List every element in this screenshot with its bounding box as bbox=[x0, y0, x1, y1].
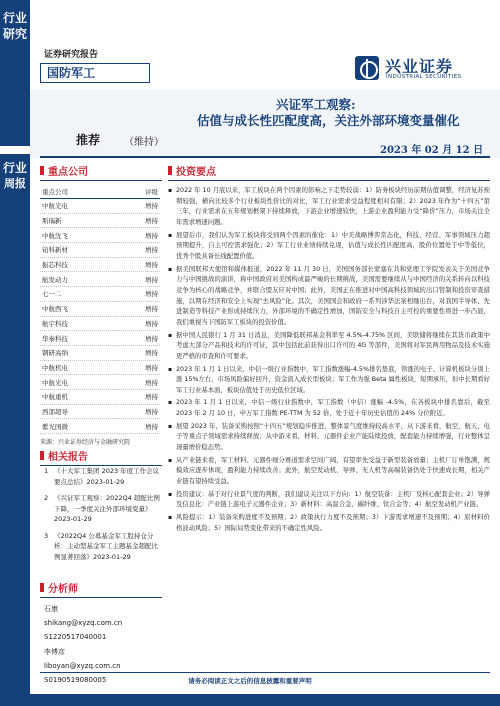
analyst-line: shikang@xyzq.com.cn bbox=[44, 619, 123, 628]
company-name: 航宇科技 bbox=[40, 316, 117, 331]
side-band-bottom-label bbox=[0, 160, 30, 192]
table-row bbox=[40, 375, 160, 390]
analyst-line: 李博彦 bbox=[44, 647, 65, 656]
side-band-top-label-2: 研究 bbox=[2, 27, 27, 41]
investment-point bbox=[168, 231, 490, 263]
table-row bbox=[40, 199, 160, 214]
related-report-item[interactable] bbox=[44, 493, 162, 525]
section-marker-icon bbox=[40, 166, 44, 175]
investment-point bbox=[168, 456, 490, 488]
rating-note: （维持） bbox=[124, 137, 164, 148]
company-name: 中航西飞 bbox=[40, 301, 117, 316]
table-row bbox=[40, 316, 160, 331]
investment-point-text: 2023 年 1 月 1 日以来，中信一级行业指数中，军工指数（中信）涨幅 -4.5%，在各板块中排名靠后，截至 2023 年 2 月 10 日，申万军工指数 PE-TTM 为 52 倍，处于近十年历史估值的 24% 分位附近。 bbox=[176, 399, 490, 418]
bullet-icon: ▪ bbox=[168, 265, 173, 273]
investment-point bbox=[168, 398, 490, 419]
related-report-item[interactable] bbox=[44, 531, 162, 563]
bullet-icon: ▪ bbox=[168, 331, 173, 339]
table-row bbox=[40, 331, 160, 346]
section-divider bbox=[168, 180, 490, 181]
side-band-top-label bbox=[0, 10, 30, 42]
section-divider bbox=[40, 180, 162, 181]
company-rating: 增持 bbox=[117, 404, 160, 419]
company-rating: 增持 bbox=[117, 199, 160, 214]
company-name: 铂科新材 bbox=[40, 243, 117, 258]
investment-point-text: 2023 年 1 月 1 日以来，中信一级行业指数中，军工指数涨幅-4.5%排名垫底，领涨的电子、计算机板块分别上涨 15%左右，市场风险偏好回升，资金流入成长型板块；军工作为强 Beta 属性板块，短期承压，但中长期看好军工行业基本面，板块估值处于历史低位区域。 bbox=[176, 365, 490, 394]
company-name: 航发动力 bbox=[40, 272, 117, 287]
bullet-icon: ▪ bbox=[168, 514, 173, 522]
company-rating: 增持 bbox=[117, 375, 160, 390]
company-rating: 增持 bbox=[117, 257, 160, 272]
investment-point bbox=[168, 365, 490, 397]
investment-point bbox=[168, 490, 490, 511]
section-divider bbox=[40, 597, 162, 598]
related-reports-heading-text: 相关报告 bbox=[48, 451, 88, 463]
table-row bbox=[40, 213, 160, 228]
table-row bbox=[40, 404, 160, 419]
investment-points-heading bbox=[168, 163, 490, 177]
logo-name: 兴业证券 bbox=[385, 57, 454, 76]
company-name: 七一二 bbox=[40, 287, 117, 302]
analysts-heading-text: 分析师 bbox=[48, 583, 78, 595]
section-marker-icon bbox=[40, 451, 44, 460]
investment-point-text: 投资建议：基于对行业景气度的判断，我们建议关注以下方向：1）航空装备：主机厂及核心配套企业；2）导弹及信息化：产业链上游电子元器件企业；3）新材料：高温合金、碳纤维、钛合金等；4）航空发动机产业链。 bbox=[176, 490, 490, 509]
section-marker-icon bbox=[168, 166, 172, 175]
company-name: 中航重机 bbox=[40, 389, 117, 404]
key-companies-rows bbox=[40, 199, 160, 434]
table-header-row bbox=[40, 185, 160, 199]
report-date: 2023 年 02 月 12 日 bbox=[380, 145, 484, 156]
investment-points-heading-text: 投资要点 bbox=[176, 166, 216, 178]
company-name: 中航机电 bbox=[40, 360, 117, 375]
industry-label: 国防军工 bbox=[40, 63, 150, 83]
bullet-icon: ▪ bbox=[168, 456, 173, 464]
company-rating: 增持 bbox=[117, 389, 160, 404]
side-band-bottom-label-1: 行业 bbox=[2, 161, 27, 175]
bullet-icon: ▪ bbox=[168, 399, 173, 407]
key-companies-heading-text: 重点公司 bbox=[48, 166, 88, 178]
company-rating: 增持 bbox=[117, 243, 160, 258]
table-row bbox=[40, 345, 160, 360]
investment-point bbox=[168, 331, 490, 363]
company-rating: 增持 bbox=[117, 287, 160, 302]
table-row bbox=[40, 257, 160, 272]
analysts-list bbox=[40, 602, 162, 687]
investment-point bbox=[168, 186, 490, 229]
table-row bbox=[40, 243, 160, 258]
investment-point-text: 2022 年 10 月底以来，军工板块在两个因素的影响之下走势较弱：1）防务板块经历前期估值调整，经济复苏预期较强，横向比较多个行业板块性价比的对比，军工行业需求受益程度相对有限；2）2023 年作为“十四五”第三年，行业需求在五年规划框架下持续释放，下游企业增速较快，上游企业盈利能力受“降价”压力，市场关注全年需求增速问题。 bbox=[176, 187, 490, 226]
company-name: 振芯科技 bbox=[40, 257, 117, 272]
investment-points-section bbox=[168, 163, 490, 536]
key-companies-section bbox=[40, 163, 162, 446]
rating: 推荐 bbox=[76, 133, 101, 147]
side-band-notch bbox=[0, 146, 30, 154]
analyst-line: S0190519080005 bbox=[44, 676, 107, 685]
key-companies-table bbox=[40, 185, 160, 434]
company-rating: 增持 bbox=[117, 316, 160, 331]
footer-bar bbox=[0, 694, 500, 706]
related-report-number: 2 bbox=[44, 494, 49, 502]
company-name: 西部超导 bbox=[40, 404, 117, 419]
company-name: 紫光国微 bbox=[40, 419, 117, 434]
analyst-line: S1220517040001 bbox=[44, 633, 107, 642]
table-row bbox=[40, 419, 160, 434]
bullet-icon: ▪ bbox=[168, 490, 173, 498]
related-reports-list bbox=[44, 466, 162, 568]
table-row bbox=[40, 272, 160, 287]
side-band-top-label-1: 行业 bbox=[2, 11, 27, 25]
bullet-icon: ▪ bbox=[168, 422, 173, 430]
analyst-line: liboyan@xyzq.com.cn bbox=[44, 661, 121, 670]
report-type: 证券研究报告 bbox=[44, 50, 99, 60]
footer-divider bbox=[40, 672, 490, 673]
investment-points-list bbox=[168, 186, 490, 534]
company-name: 钢研高纳 bbox=[40, 345, 117, 360]
company-rating: 增持 bbox=[117, 213, 160, 228]
company-rating: 增持 bbox=[117, 360, 160, 375]
company-rating: 增持 bbox=[117, 331, 160, 346]
investment-point bbox=[168, 422, 490, 454]
column-header-rating: 评级 bbox=[117, 185, 160, 199]
column-header-company: 重点公司 bbox=[40, 185, 117, 199]
company-name: 中航光电 bbox=[40, 199, 117, 214]
bullet-icon: ▪ bbox=[168, 365, 173, 373]
company-name: 中航沈飞 bbox=[40, 228, 117, 243]
company-rating: 增持 bbox=[117, 272, 160, 287]
company-rating: 增持 bbox=[117, 228, 160, 243]
investment-point bbox=[168, 265, 490, 329]
analyst-line: 石康 bbox=[44, 605, 58, 613]
related-report-number: 1 bbox=[44, 467, 49, 475]
section-marker-icon bbox=[40, 583, 44, 592]
company-rating: 增持 bbox=[117, 345, 160, 360]
analysts-heading bbox=[40, 580, 162, 594]
investment-point-text: 展望 2023 年，装备采购按照“十四五”规划稳步推进，整体景气度维持较高水平，从下游来看，航空、航天、电子等重点子领域需求持续释放；从中游来看，材料、元器件企业产能陆续投放，配套能力持续增强，行业整体呈现量增价稳态势。 bbox=[176, 422, 490, 452]
company-rating: 增持 bbox=[117, 419, 160, 434]
table-row bbox=[40, 301, 160, 316]
table-row bbox=[40, 228, 160, 243]
bullet-icon: ▪ bbox=[168, 187, 173, 194]
bullet-icon: ▪ bbox=[168, 231, 173, 239]
investment-point-text: 据美国联邦大使馆和媒体报道，2022 年 11 月 30 日，美国国务部长蒙塞在共和党理工学院发表关于美国竞争力与中国挑战的演讲，称中国政府对美国构成最严峻的长期挑战，美国需要继续从与中国经济的关系转向以科技竞争为核心的战略竞争，并联合盟友应对中国；此外，美国正在推进对中国高科技领域的出口管制和投资审查措施，以期在经济和安全上实现“去风险”化。其次，美国国会和政府一系列涉华法案相继出台，对我国半导体、先进制造等科技产业形成持续压力，外部环境的不确定性增加，国防安全与科技自主可控的重要性将进一步凸显，我们重视当下国防军工板块的投资价值。 bbox=[176, 265, 490, 326]
title-divider bbox=[40, 156, 490, 158]
report-title-line-2: 估值与成长性匹配度高，关注外部环境变量催化 bbox=[197, 113, 460, 128]
table-source-note: 来源：兴业证券经济与金融研究院 bbox=[40, 439, 131, 446]
company-rating: 增持 bbox=[117, 301, 160, 316]
company-name: 中航光电 bbox=[40, 375, 117, 390]
logo-icon bbox=[355, 56, 379, 80]
company-name: 华秦科技 bbox=[40, 331, 117, 346]
side-band bbox=[0, 0, 30, 706]
investment-point-text: 从产业链来看，军工材料、元器件细分赛道需求空间广阔，有望率先受益于新型装备放量；主机厂订单饱满，规模效应逐步体现，盈利能力持续改善；此外，航空发动机、导弹、无人机等高端装备仍处于快速成长期，相关产业链有望持续受益。 bbox=[176, 456, 490, 486]
investment-point-text: 展望后市，我们认为军工板块将受到两个因素的催化：1）中美战略博弈常态化，科技、经营、军事领域压力超预期提升，自主可控需求强化；2）军工行业业绩持续兑现，估值与成长性匹配度高，股价位置处于中等低位，优秀个股具备长线配置价值。 bbox=[176, 231, 490, 260]
key-companies-heading bbox=[40, 163, 162, 177]
company-name: 斯瑞新 bbox=[40, 213, 117, 228]
related-report-item[interactable] bbox=[44, 466, 162, 487]
related-report-number: 3 bbox=[44, 531, 49, 540]
report-title-line-1: 兴证军工观察: bbox=[276, 97, 356, 112]
table-row bbox=[40, 287, 160, 302]
related-report-title: 《兴证军工观察：2022Q4 超配比例下降，一季度关注外部环境变量》2023-01-29 bbox=[54, 494, 160, 523]
investment-point-text: 据中国人民银行 1 月 31 日消息，美国降低联邦基金利率至 4.5%-4.75% 区间，美联储将继续在其货币政策中考虑大部分产品和技术的许可证，其中包括此前获得出口许可的 4G 等部件，美国将对军民两用物品及技术实施更严格的审查和许可要求。 bbox=[176, 331, 490, 360]
related-reports-heading bbox=[40, 448, 162, 462]
related-report-title: 《2022Q4 公募基金军工股持仓分析：主动型基金军工主题基金超配比例显著回落》2023-01-29 bbox=[54, 531, 158, 561]
company-logo bbox=[355, 54, 485, 84]
logo-english-name: INDUSTRIAL SECURITIES bbox=[386, 74, 462, 80]
related-report-title: 《十大军工集团 2023 年度工作会议要点总结》2023-01-29 bbox=[54, 467, 160, 486]
table-row bbox=[40, 389, 160, 404]
table-row bbox=[40, 360, 160, 375]
footer-disclaimer: 请务必阅读正文之后的信息披露和重要声明 bbox=[188, 677, 312, 685]
investment-point-text: 风险提示：1）装备采购进度不及预期；2）政策执行力度不及预期；3）下游需求增速不及预期；4）原材料价格波动风险；5）国际局势变化带来的不确定性风险。 bbox=[176, 514, 490, 532]
side-band-bottom-label-2: 周报 bbox=[4, 177, 26, 190]
investment-point bbox=[168, 513, 490, 534]
